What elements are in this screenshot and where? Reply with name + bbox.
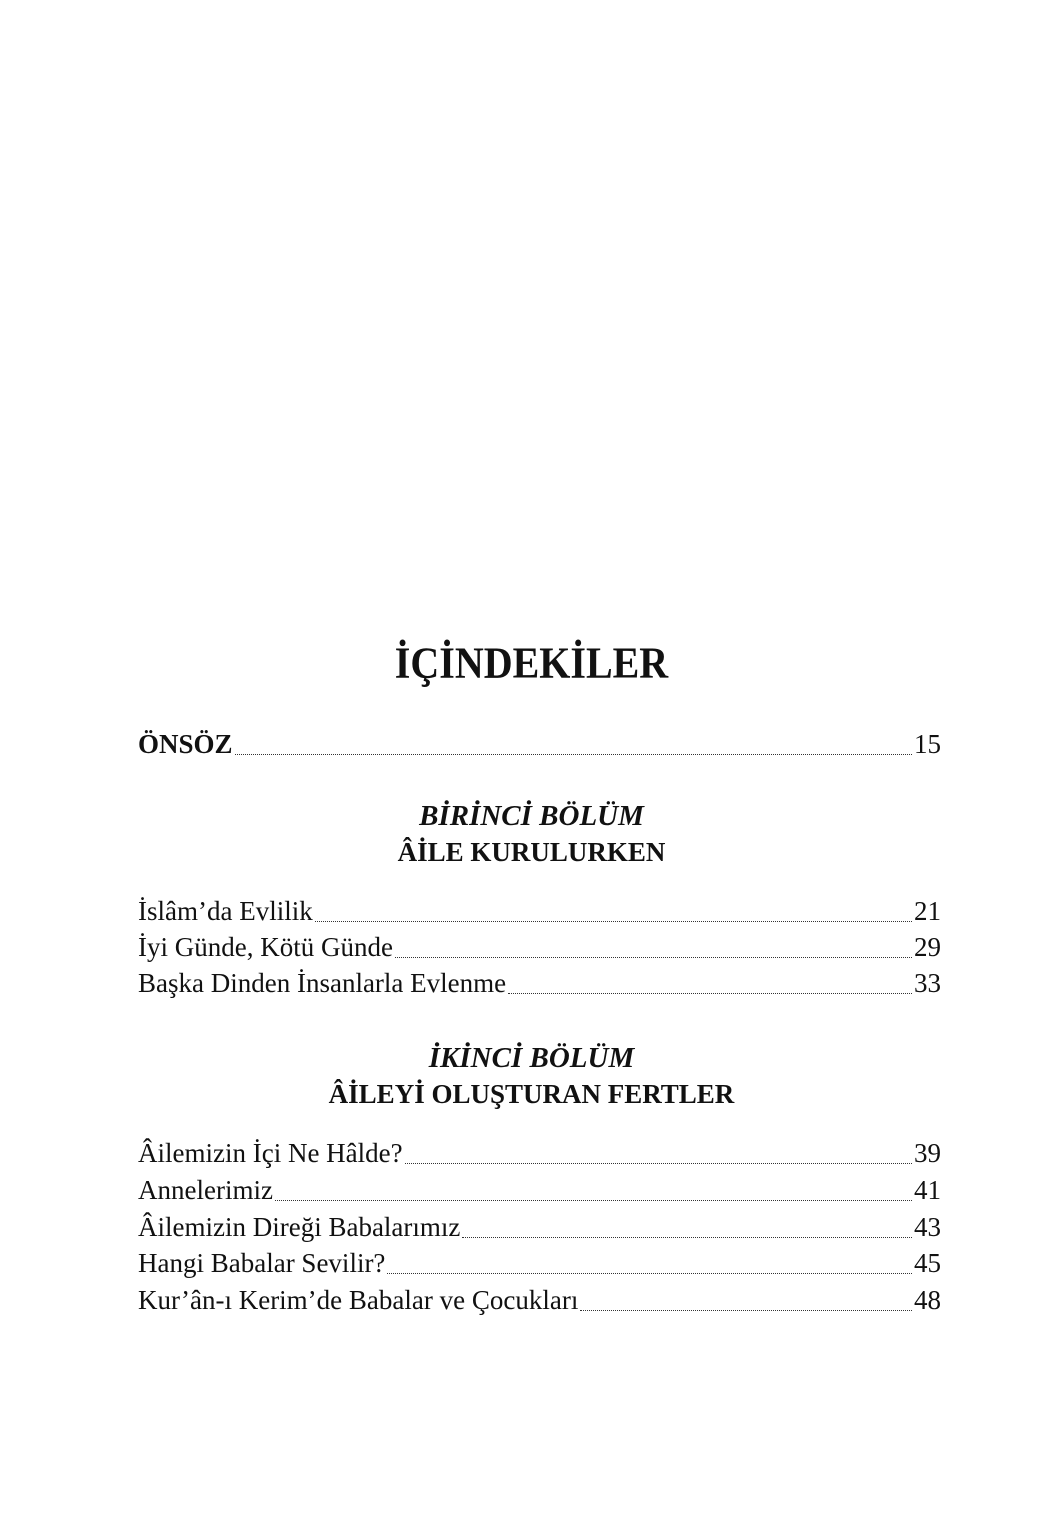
dot-leader [580,1310,912,1311]
toc-entry-page: 39 [914,1138,941,1168]
dot-leader [275,1200,912,1201]
dot-leader [462,1237,912,1238]
toc-entry-label: Annelerimiz [138,1175,273,1205]
section-header-2 [0,1040,1063,1112]
section-header-1 [0,798,1063,870]
toc-entry-page: 45 [914,1248,941,1278]
toc-entry-page: 33 [914,968,941,998]
toc-entry-label: Hangi Babalar Sevilir? [138,1248,386,1278]
toc-entry[interactable] [138,1136,941,1170]
toc-entry-page: 29 [914,932,941,962]
section-part-label: İKİNCİ BÖLÜM [428,1042,635,1074]
toc-entry-page: 15 [914,729,941,759]
toc-entry[interactable] [138,1210,941,1244]
toc-entry[interactable] [138,930,941,964]
toc-entry[interactable] [138,1173,941,1207]
toc-entry-label: İslâm’da Evlilik [138,896,313,926]
toc-entry-page: 21 [914,896,941,926]
page-title: İÇİNDEKİLER [394,637,669,688]
section-part-label: BİRİNCİ BÖLÜM [419,800,644,832]
toc-entry-label: Âilemizin Direği Babalarımız [138,1212,461,1242]
toc-entry-label: ÖNSÖZ [138,729,233,759]
section-name: ÂİLE KURULURKEN [397,837,666,867]
toc-entry-page: 41 [914,1175,941,1205]
dot-leader [395,957,912,958]
dot-leader [387,1273,912,1274]
toc-entry-label: Kur’ân-ı Kerim’de Babalar ve Çocukları [138,1285,579,1315]
dot-leader [315,921,912,922]
section-name: ÂİLEYİ OLUŞTURAN FERTLER [328,1079,735,1109]
toc-entry[interactable] [138,966,941,1000]
toc-entry-page: 48 [914,1285,941,1315]
dot-leader [405,1163,912,1164]
toc-entry[interactable] [138,894,941,928]
toc-entry-label: Âilemizin İçi Ne Hâlde? [138,1138,403,1168]
toc-entry[interactable] [138,1283,941,1317]
toc-entry-page: 43 [914,1212,941,1242]
toc-entry[interactable] [138,1246,941,1280]
dot-leader [235,754,912,755]
dot-leader [508,993,912,994]
toc-entry-label: İyi Günde, Kötü Günde [138,932,393,962]
toc-entry-label: Başka Dinden İnsanlarla Evlenme [138,968,507,998]
toc-entry-preface[interactable] [138,727,941,761]
